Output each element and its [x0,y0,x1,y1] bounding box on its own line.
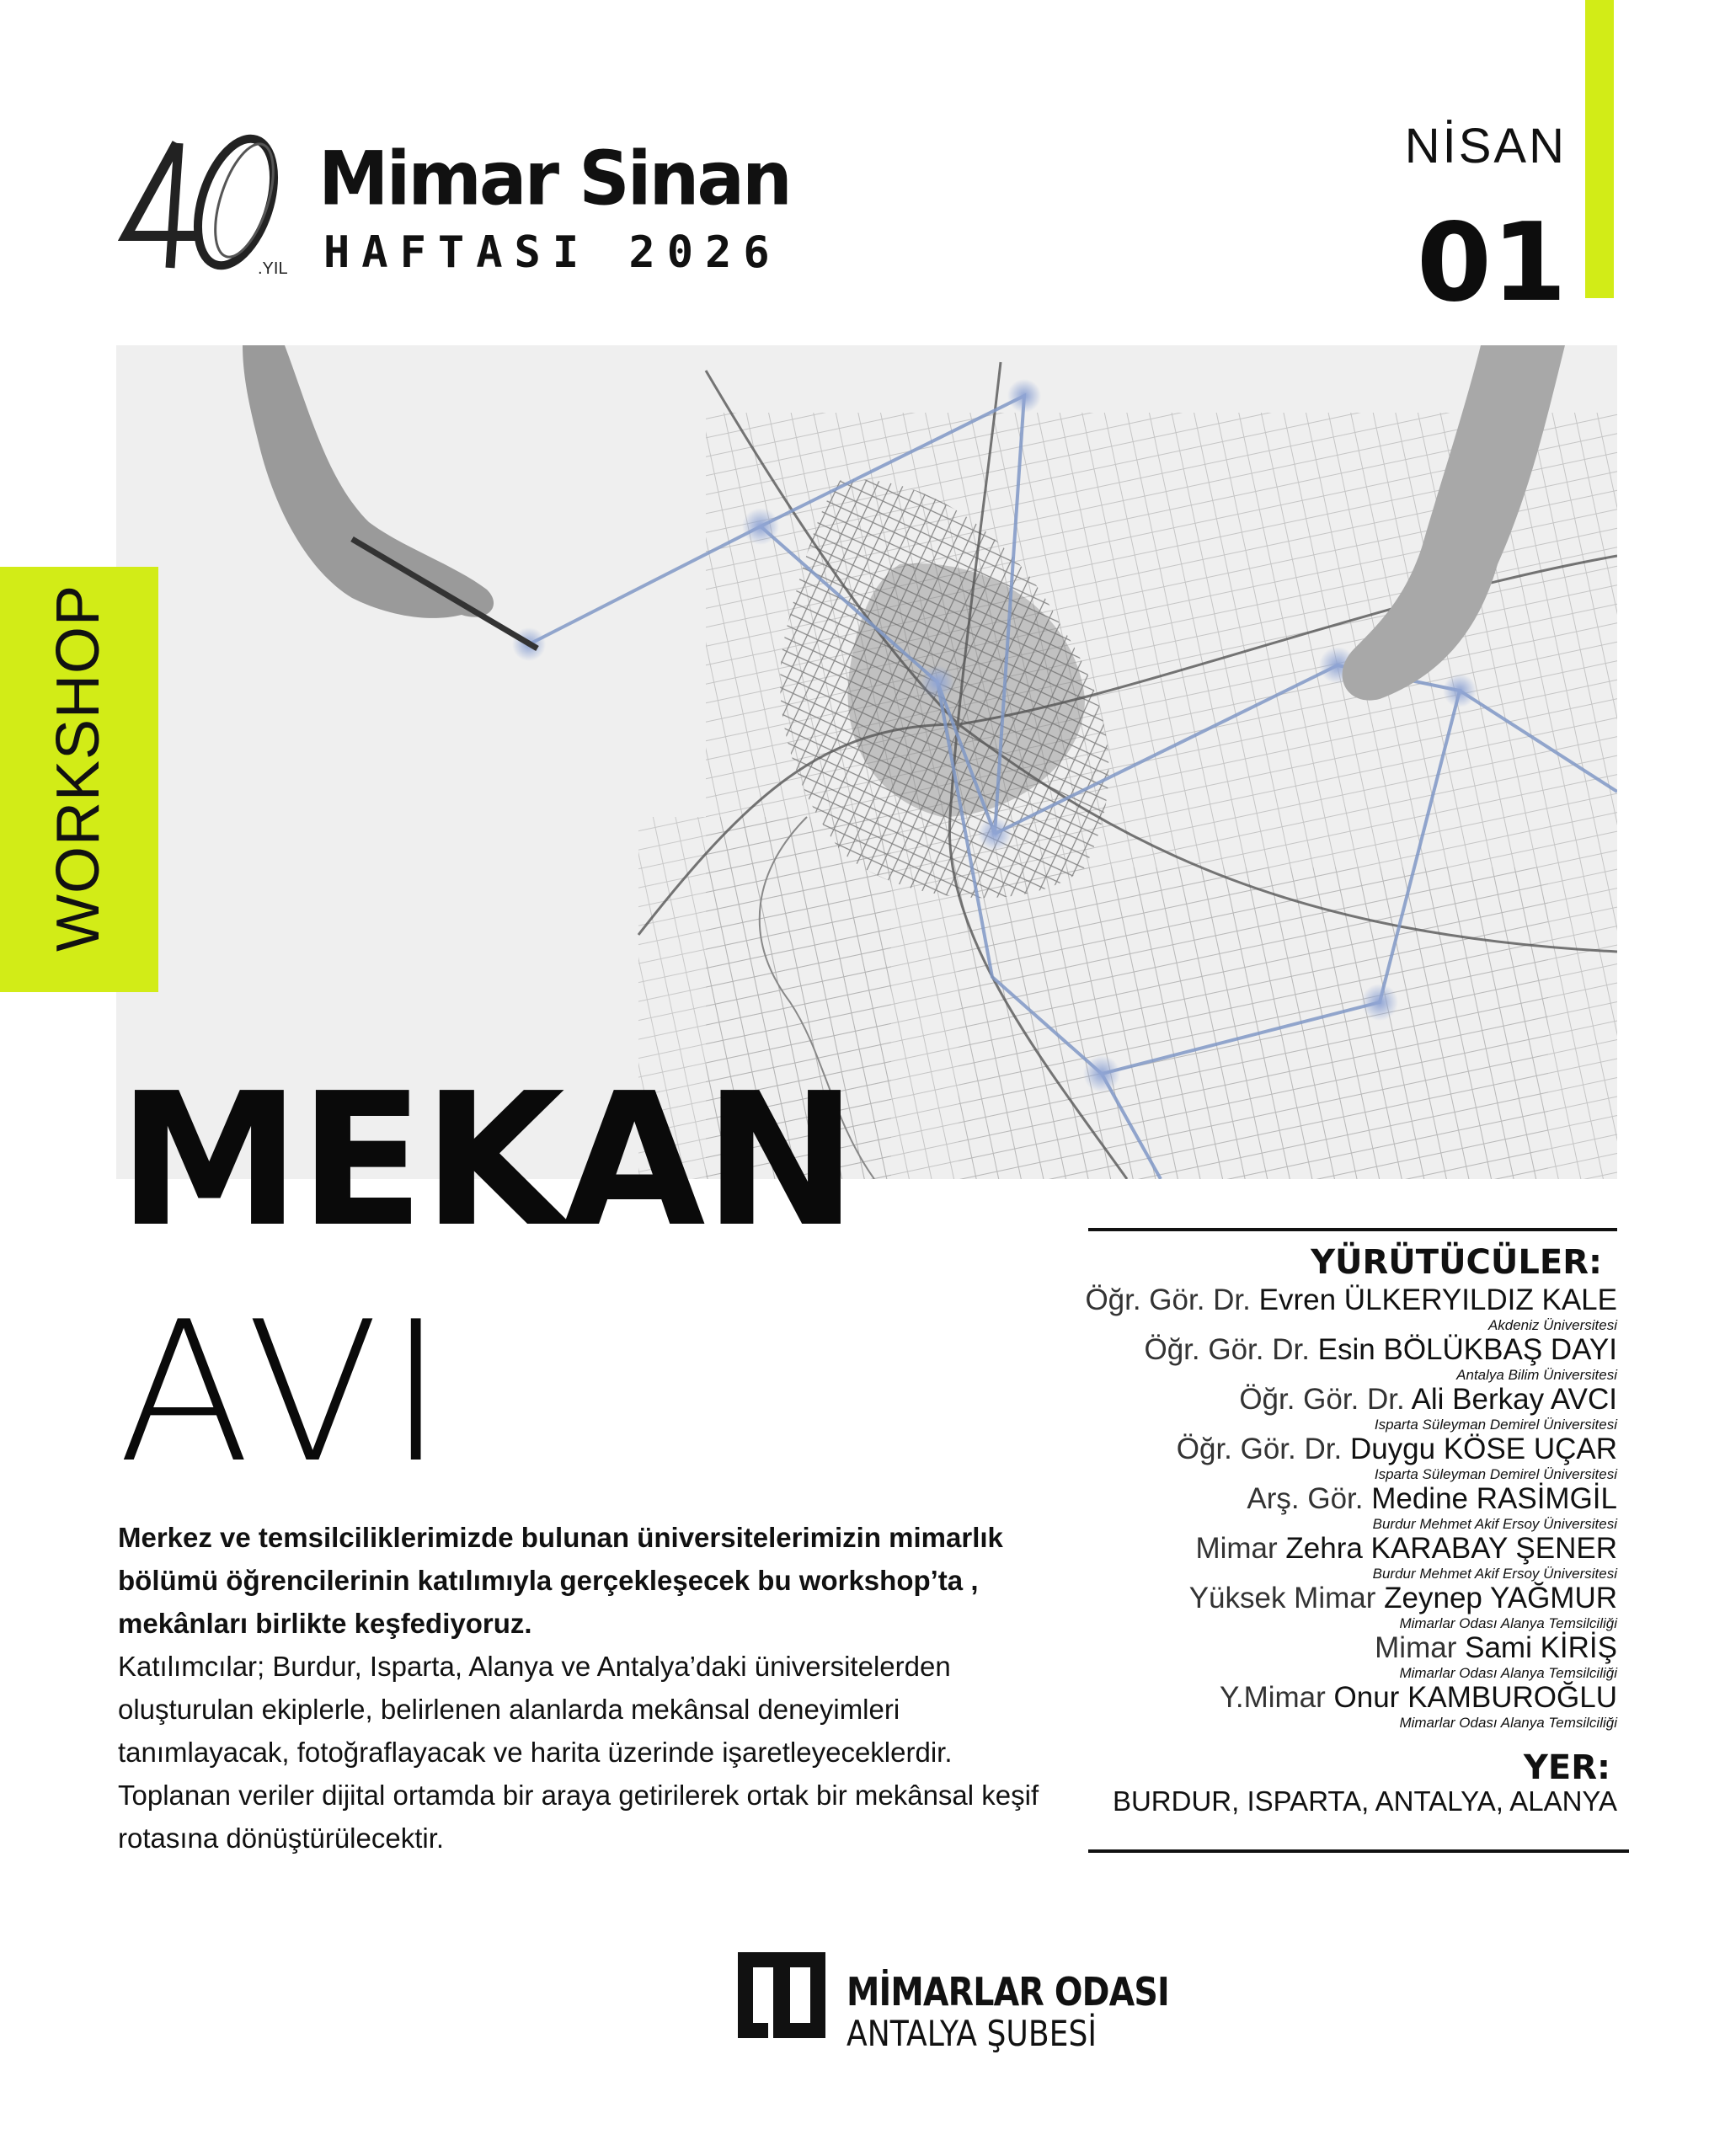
executor-name-line [1061,1482,1617,1516]
date-month: NİSAN [1404,119,1567,173]
executor-name-line [1061,1582,1617,1615]
place-value: BURDUR, ISPARTA, ANTALYA, ALANYA [1112,1785,1617,1817]
executor-title: Y.Mimar [1220,1681,1326,1714]
place-heading: YER: [1523,1748,1610,1787]
executor-title: Mimar [1375,1631,1457,1664]
executor-institution: Mimarlar Odası Alanya Temsilciliği [1399,1715,1617,1731]
org-name-line2: ANTALYA ŞUBESİ [846,2013,1097,2054]
executor-title: Öğr. Gör. Dr. [1085,1283,1251,1316]
date-day: 01 [1416,200,1567,326]
executor-item [1061,1582,1617,1631]
divider-top [1088,1228,1617,1231]
workshop-label: WORKSHOP [45,584,112,952]
anniversary-40-logo [118,126,312,278]
executors-heading: YÜRÜTÜCÜLER: [1311,1243,1602,1282]
executor-institution: Akdeniz Üniversitesi [1487,1317,1617,1333]
logo-40-number [126,129,288,275]
executor-name: Zeynep YAĞMUR [1384,1582,1617,1614]
executor-title: Yüksek Mimar [1188,1582,1376,1614]
executor-item [1061,1532,1617,1582]
executor-name-line [1061,1283,1617,1317]
accent-bar [1585,0,1614,298]
mimarlar-odasi-logo-mark [731,1945,832,2045]
executors-list [1061,1283,1617,1731]
logo-yil-label: .YIL [258,259,288,278]
executor-item [1061,1482,1617,1532]
executor-title: Öğr. Gör. Dr. [1176,1433,1343,1465]
org-name-line1: MİMARLAR ODASI [846,1969,1169,2015]
executor-institution: Isparta Süleyman Demirel Üniversitesi [1374,1417,1617,1433]
description-body-1: Katılımcılar; Burdur, Isparta, Alanya ve Antalya’daki üniversitelerden oluşturulan ekiplerle, belirlenen alanlarda mekânsal deneyimleri tanımlayacak, fotoğraflayacak ve harita üzerinde işaretleyeceklerdir. [118,1651,953,1768]
executor-name: Medine RASİMGİL [1371,1482,1617,1515]
executor-name: Onur KAMBUROĞLU [1333,1681,1617,1714]
logo-title: Mimar Sinan [318,135,790,222]
executor-institution: Antalya Bilim Üniversitesi [1456,1367,1617,1383]
description-body-2: Toplanan veriler dijital ortamda bir araya getirilerek ortak bir mekânsal keşif rotasına dönüştürülecektir. [118,1780,1039,1854]
event-description [118,1516,1044,1860]
executor-name-line [1061,1532,1617,1566]
executor-institution: Isparta Süleyman Demirel Üniversitesi [1374,1466,1617,1482]
executor-title: Arş. Gör. [1247,1482,1364,1515]
executor-item [1061,1681,1617,1731]
event-title-line2: AVI [118,1281,453,1506]
executor-institution: Mimarlar Odası Alanya Temsilciliği [1399,1665,1617,1681]
executor-institution: Burdur Mehmet Akif Ersoy Üniversitesi [1372,1566,1617,1582]
executor-item [1061,1631,1617,1681]
executor-name-line [1061,1383,1617,1417]
divider-bottom [1088,1849,1629,1853]
executor-name: Ali Berkay AVCI [1411,1383,1617,1416]
executor-name: Duygu KÖSE UÇAR [1349,1433,1617,1465]
executor-title: Öğr. Gör. Dr. [1144,1333,1310,1366]
executor-institution: Burdur Mehmet Akif Ersoy Üniversitesi [1372,1516,1617,1532]
executor-name-line [1061,1681,1617,1715]
executor-name: Sami KİRİŞ [1465,1631,1617,1664]
executor-name: Evren ÜLKERYILDIZ KALE [1258,1283,1617,1316]
executor-title: Mimar [1195,1532,1278,1565]
executor-name-line [1061,1333,1617,1367]
executor-name-line [1061,1433,1617,1466]
executor-item [1061,1283,1617,1333]
executor-item [1061,1433,1617,1482]
executor-name: Zehra KARABAY ŞENER [1285,1532,1617,1565]
executor-name-line [1061,1631,1617,1665]
logo-subtitle: HAFTASI 2026 [323,227,782,278]
event-title-line1: MEKAN [118,1054,856,1267]
executor-title: Öğr. Gör. Dr. [1239,1383,1405,1416]
executor-name: Esin BÖLÜKBAŞ DAYI [1317,1333,1617,1366]
description-lead: Merkez ve temsilciliklerimizde bulunan üniversitelerimizin mimarlık bölümü öğrencilerinin katılımıyla gerçekleşecek bu workshop’ta , mekânları birlikte keşfediyoruz. [118,1522,1003,1639]
hand-with-pen-icon [243,345,537,648]
executor-institution: Mimarlar Odası Alanya Temsilciliği [1399,1615,1617,1631]
executor-item [1061,1383,1617,1433]
executor-item [1061,1333,1617,1383]
